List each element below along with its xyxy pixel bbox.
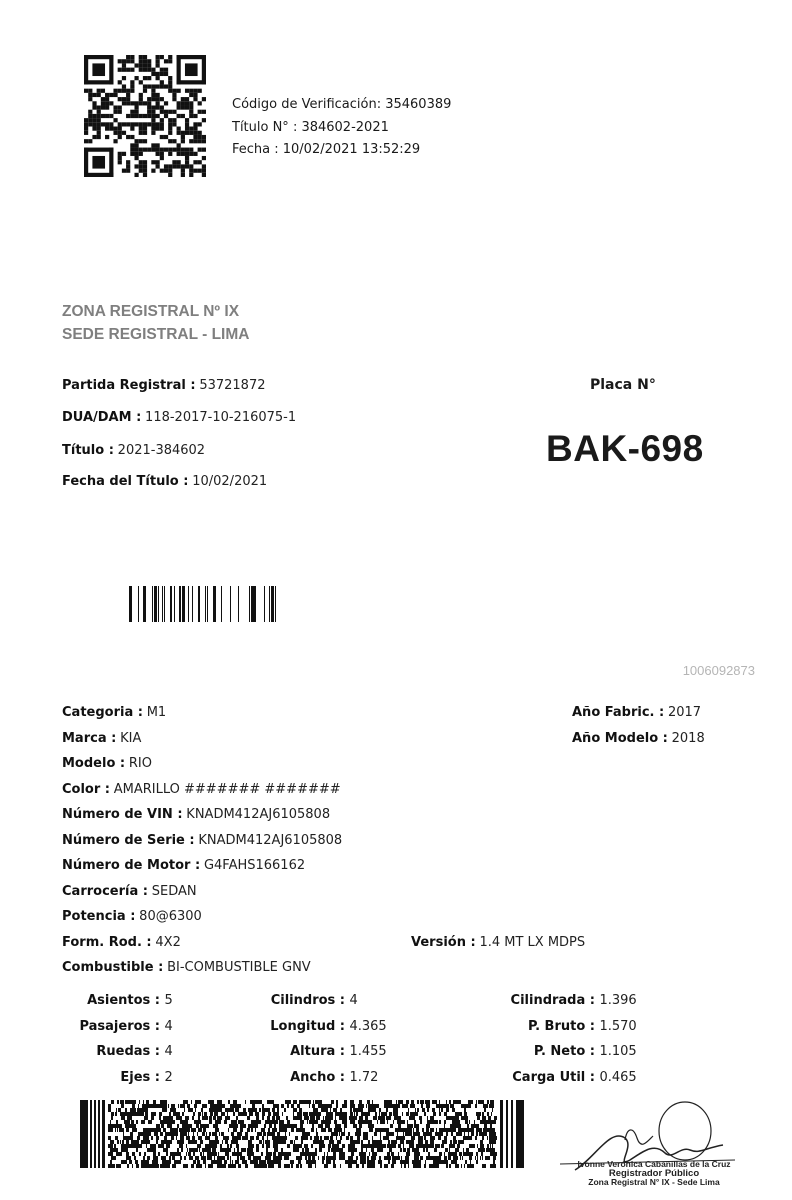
document-number: 1006092873	[682, 663, 755, 678]
anio-modelo-field: Año Modelo : 2018	[572, 731, 705, 746]
verification-fecha: Fecha : 10/02/2021 13:52:29	[232, 142, 421, 157]
signer-office: Zona Registral N° IX - Sede Lima	[588, 1177, 720, 1187]
cilindrada-field: Cilindrada : 1.396	[510, 993, 637, 1008]
verification-code: Código de Verificación: 35460389	[232, 97, 452, 112]
pasajeros-field: Pasajeros : 4	[79, 1019, 173, 1034]
modelo-field: Modelo : RIO	[62, 756, 152, 771]
dua-field: DUA/DAM : 118-2017-10-216075-1	[62, 410, 297, 425]
signer-role: Registrador Público	[608, 1168, 700, 1179]
barcode-icon	[128, 586, 278, 622]
cilindros-field: Cilindros : 4	[270, 993, 358, 1008]
pbruto-field: P. Bruto : 1.570	[527, 1019, 637, 1034]
marca-field: Marca : KIA	[62, 731, 142, 746]
carga-util-field: Carga Util : 0.465	[512, 1070, 637, 1085]
verification-block	[232, 94, 451, 162]
signature-caption	[558, 1160, 750, 1187]
potencia-field: Potencia : 80@6300	[62, 909, 202, 924]
asientos-field: Asientos : 5	[87, 993, 173, 1008]
placa-value: BAK-698	[546, 428, 704, 469]
categoria-field: Categoria : M1	[62, 705, 167, 720]
verification-titulo: Título N° : 384602-2021	[232, 119, 389, 135]
carroceria-field: Carrocería : SEDAN	[62, 884, 197, 899]
combustible-field: Combustible : BI-COMBUSTIBLE GNV	[62, 960, 311, 975]
anio-fabric-field: Año Fabric. : 2017	[572, 705, 702, 720]
titulo-field: Título : 2021-384602	[62, 443, 206, 458]
zona-registral: ZONA REGISTRAL Nº IX	[62, 303, 240, 320]
fecha-titulo-field: Fecha del Título : 10/02/2021	[62, 474, 268, 489]
signer-name: Ivonne Verónica Cabanillas de la Cruz	[577, 1159, 731, 1169]
qr-code-icon	[84, 55, 206, 177]
motor-field: Número de Motor : G4FAHS166162	[62, 858, 306, 873]
sede-registral: SEDE REGISTRAL - LIMA	[62, 326, 250, 343]
ancho-field: Ancho : 1.72	[290, 1070, 379, 1085]
serie-field: Número de Serie : KNADM412AJ6105808	[62, 833, 343, 848]
pneto-field: P. Neto : 1.105	[533, 1044, 637, 1059]
partida-field: Partida Registral : 53721872	[62, 378, 266, 393]
placa-label: Placa N°	[590, 377, 656, 393]
altura-field: Altura : 1.455	[290, 1044, 387, 1059]
pdf417-barcode-icon	[80, 1100, 526, 1168]
color-field: Color : AMARILLO ####### #######	[62, 782, 341, 797]
version-field: Versión : 1.4 MT LX MDPS	[411, 935, 586, 950]
registry-zone-header	[62, 300, 249, 346]
vin-field: Número de VIN : KNADM412AJ6105808	[62, 807, 331, 822]
longitud-field: Longitud : 4.365	[270, 1019, 387, 1034]
ruedas-field: Ruedas : 4	[96, 1044, 173, 1059]
ejes-field: Ejes : 2	[120, 1070, 173, 1085]
formrod-field: Form. Rod. : 4X2	[62, 935, 181, 950]
